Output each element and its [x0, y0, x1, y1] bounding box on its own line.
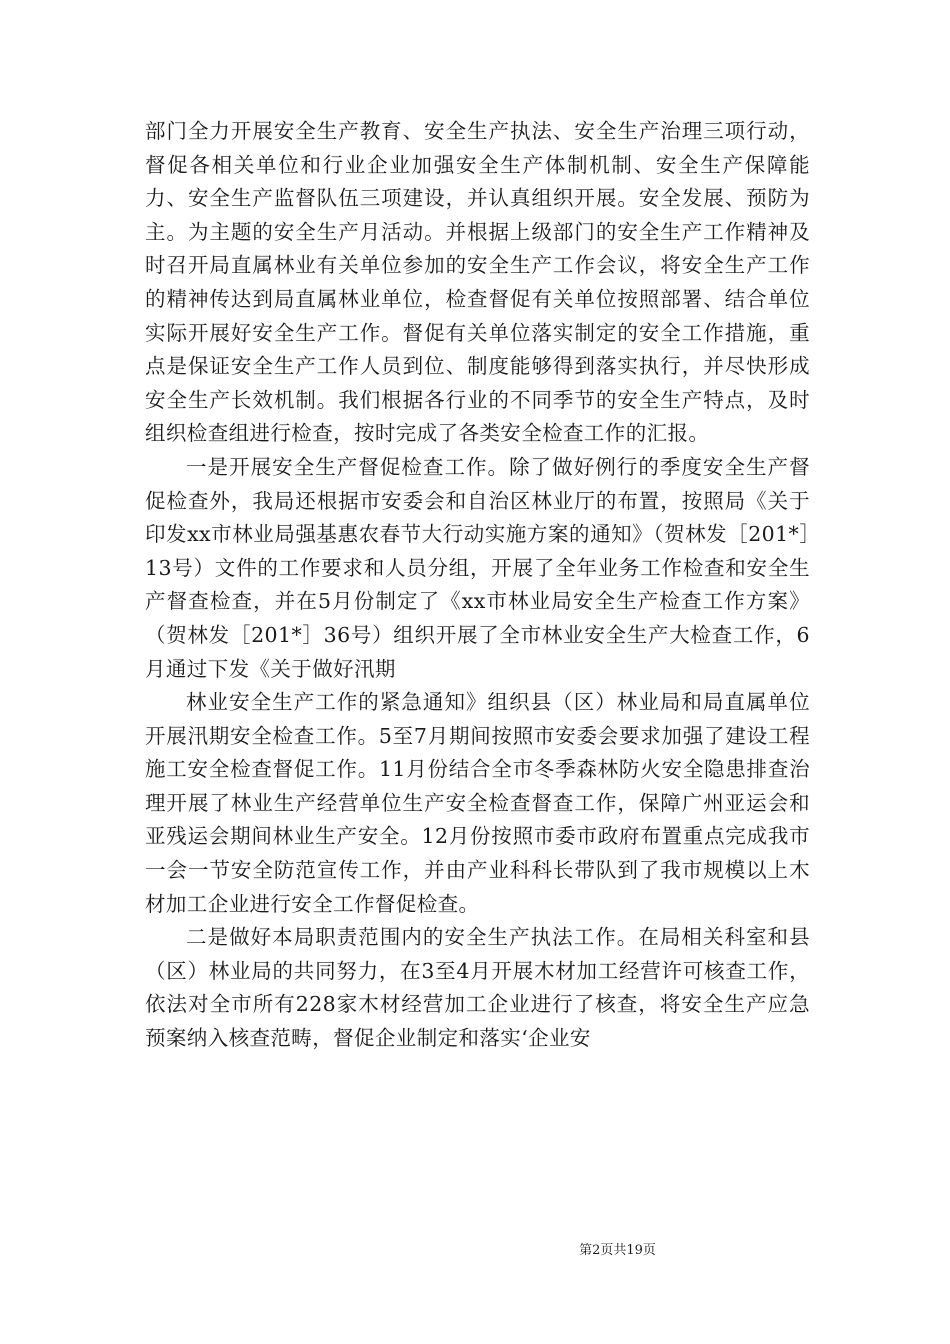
- page-number-footer: 第2页共19页: [579, 1243, 656, 1258]
- paragraph-3: 林业安全生产工作的紧急通知》组织县（区）林业局和局直属单位开展汛期安全检查工作。5至7月期间按照市安委会要求加强了建设工程施工安全检查督促工作。11月份结合全市冬季森林防火安全隐患排查治理开展了林业生产经营单位生产安全检查督查工作，保障广州亚运会和亚残运会期间林业生产安全。12月份按照市委市政府布置重点完成我市一会一节安全防范宣传工作，并由产业科科长带队到了我市规模以上木材加工企业进行安全工作督促检查。: [145, 690, 810, 916]
- paragraph-2: 一是开展安全生产督促检查工作。除了做好例行的季度安全生产督促检查外，我局还根据市安委会和自治区林业厅的布置，按照局《关于印发xx市林业局强基惠农春节大行动实施方案的通知》（贺林发［201*］13号）文件的工作要求和人员分组，开展了全年业务工作检查和安全生产督查检查，并在5月份制定了《xx市林业局安全生产检查工作方案》（贺林发［201*］36号）组织开展了全市林业安全生产大检查工作，6月通过下发《关于做好汛期: [145, 454, 810, 681]
- document-body: [145, 115, 810, 1056]
- paragraph-1: 部门全力开展安全生产教育、安全生产执法、安全生产治理三项行动，督促各相关单位和行业企业加强安全生产体制机制、安全生产保障能力、安全生产监督队伍三项建设，并认真组织开展。安全发展、预防为主。为主题的安全生产月活动。并根据上级部门的安全生产工作精神及时召开局直属林业有关单位参加的安全生产工作会议，将安全生产工作的精神传达到局直属林业单位，检查督促有关单位按照部署、结合单位实际开展好安全生产工作。督促有关单位落实制定的安全工作措施，重点是保证安全生产工作人员到位、制度能够得到落实执行，并尽快形成安全生产长效机制。我们根据各行业的不同季节的安全生产特点，及时组织检查组进行检查，按时完成了各类安全检查工作的汇报。: [145, 119, 810, 446]
- paragraph-4: 二是做好本局职责范围内的安全生产执法工作。在局相关科室和县（区）林业局的共同努力，在3至4月开展木材加工经营许可核查工作，依法对全市所有228家木材经营加工企业进行了核查，将安全生产应急预案纳入核查范畴，督促企业制定和落实‘企业安: [145, 925, 810, 1051]
